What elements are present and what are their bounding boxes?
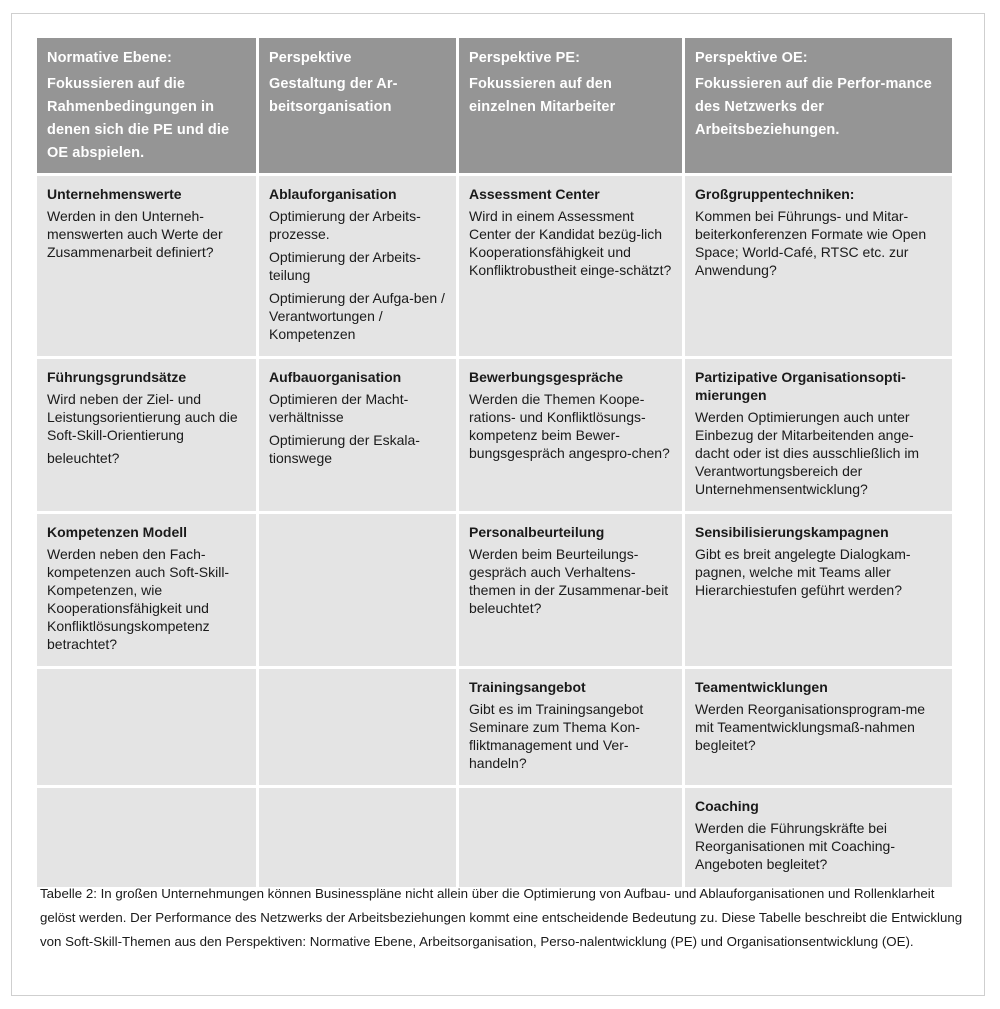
cell-text: Werden die Führungskräfte bei Reorganisationen mit Coaching-Angeboten begleitet? (695, 820, 895, 872)
table-cell (459, 669, 685, 788)
cell-title: Teamentwicklungen (695, 679, 828, 695)
table-cell (459, 176, 685, 359)
cell-title: Ablauforganisation (269, 186, 397, 202)
header-title: Normative Ebene: (47, 50, 172, 66)
table-cell (259, 176, 459, 359)
cell-text: Werden die Themen Koope-rations- und Konfliktlösungs-kompetenz beim Bewer-bungsgespräch angespro-chen? (469, 391, 670, 461)
cell-title: Aufbauorganisation (269, 369, 402, 385)
cell-text: beleuchtet? (47, 450, 120, 466)
header-normative-ebene (37, 38, 259, 176)
cell-title: Partizipative Organisationsopti-mierungen (695, 369, 906, 403)
cell-text: Wird neben der Ziel- und Leistungsorientierung auch die Soft-Skill-Orientierung (47, 391, 238, 443)
cell-title: Sensibilisierungskampagnen (695, 524, 889, 540)
cell-text: Werden beim Beurteilungs-gespräch auch Verhaltens-themen in der Zusammenar-beit beleuchtet? (469, 546, 669, 616)
table-row (37, 359, 952, 514)
header-title: Perspektive OE: (695, 50, 808, 66)
cell-title: Kompetenzen Modell (47, 524, 188, 540)
table-cell (259, 359, 459, 514)
cell-text: Gibt es breit angelegte Dialogkam-pagnen, welche mit Teams aller Hierarchiestufen geführt werden? (695, 546, 911, 598)
empty-table-cell (459, 788, 685, 887)
table-row (37, 514, 952, 669)
cell-text: Werden in den Unterneh-menswerten auch Werte der Zusammenarbeit definiert? (47, 208, 223, 260)
table-body (37, 176, 952, 887)
table-row (37, 788, 952, 887)
cell-title: Assessment Center (469, 186, 600, 202)
table-cell (37, 359, 259, 514)
header-subtitle: Fokussieren auf die Perfor-mance des Netzwerks der Arbeitsbeziehungen. (695, 76, 932, 138)
table-cell (685, 788, 952, 887)
empty-table-cell (37, 788, 259, 887)
cell-title: Coaching (695, 798, 759, 814)
empty-table-cell (259, 669, 459, 788)
header-subtitle: Fokussieren auf die Rahmenbedingungen in denen sich die PE und die OE abspielen. (47, 76, 230, 161)
empty-table-cell (37, 669, 259, 788)
table-cell (685, 359, 952, 514)
cell-text: Kommen bei Führungs- und Mitar-beiterkonferenzen Formate wie Open Space; World-Café, RTSC etc. zur Anwendung? (695, 208, 927, 278)
table-caption: Tabelle 2: In großen Unternehmungen können Businesspläne nicht allein über die Optimierung von Aufbau- und Ablauforganisationen und Rollenklarheit gelöst werden. Der Performance des Netzwerks der Arbeitsbeziehungen kommt eine entscheidende Bedeutung zu. Diese Tabelle beschreibt die Entwicklung von Soft-Skill-Themen aus den Perspektiven: Normative Ebene, Arbeitsorganisation, Perso-nalentwicklung (PE) und Organisationsentwicklung (OE). (40, 886, 963, 949)
cell-text: Werden Optimierungen auch unter Einbezug der Mitarbeitenden ange-dacht oder ist dies ausschließlich im Verantwortungsbereich der Unternehmensentwicklung? (695, 409, 920, 497)
table-row (37, 176, 952, 359)
empty-table-cell (259, 514, 459, 669)
cell-text: Optimieren der Macht-verhältnisse (269, 391, 409, 425)
header-subtitle: Gestaltung der Ar-beitsorganisation (269, 76, 398, 115)
empty-table-cell (259, 788, 459, 887)
cell-text: Optimierung der Arbeits-teilung (269, 249, 421, 283)
header-title: Perspektive (269, 50, 352, 66)
cell-title: Bewerbungsgespräche (469, 369, 624, 385)
table-cell (685, 669, 952, 788)
cell-text: Werden Reorganisationsprogram-me mit Teamentwicklungsmaß-nahmen begleitet? (695, 701, 926, 753)
perspectives-table (37, 38, 952, 887)
cell-title: Unternehmenswerte (47, 186, 182, 202)
table-cell (37, 176, 259, 359)
cell-text: Gibt es im Trainingsangebot Seminare zum Thema Kon-fliktmanagement und Ver-handeln? (469, 701, 644, 771)
table-header-row (37, 38, 952, 176)
cell-title: Führungsgrundsätze (47, 369, 187, 385)
table-cell (685, 514, 952, 669)
header-title: Perspektive PE: (469, 50, 581, 66)
table-cell (459, 514, 685, 669)
header-subtitle: Fokussieren auf den einzelnen Mitarbeiter (469, 76, 616, 115)
table-row (37, 669, 952, 788)
cell-title: Trainingsangebot (469, 679, 586, 695)
cell-text: Werden neben den Fach-kompetenzen auch Soft-Skill-Kompetenzen, wie Kooperationsfähigkeit und Konfliktlösungskompetenz betrachtet? (47, 546, 230, 652)
cell-text: Optimierung der Arbeits-prozesse. (269, 208, 421, 242)
cell-title: Personalbeurteilung (469, 524, 605, 540)
header-perspektive-oe (685, 38, 952, 176)
table-cell (459, 359, 685, 514)
cell-text: Optimierung der Aufga-ben / Verantwortungen / Kompetenzen (269, 290, 445, 342)
table-cell (685, 176, 952, 359)
cell-title: Großgruppentechniken: (695, 186, 855, 202)
header-arbeitsorganisation (259, 38, 459, 176)
header-perspektive-pe (459, 38, 685, 176)
table-cell (37, 514, 259, 669)
cell-text: Optimierung der Eskala-tionswege (269, 432, 420, 466)
cell-text: Wird in einem Assessment Center der Kandidat bezüg-lich Kooperationsfähigkeit und Konfliktrobustheit einge-schätzt? (469, 208, 672, 278)
